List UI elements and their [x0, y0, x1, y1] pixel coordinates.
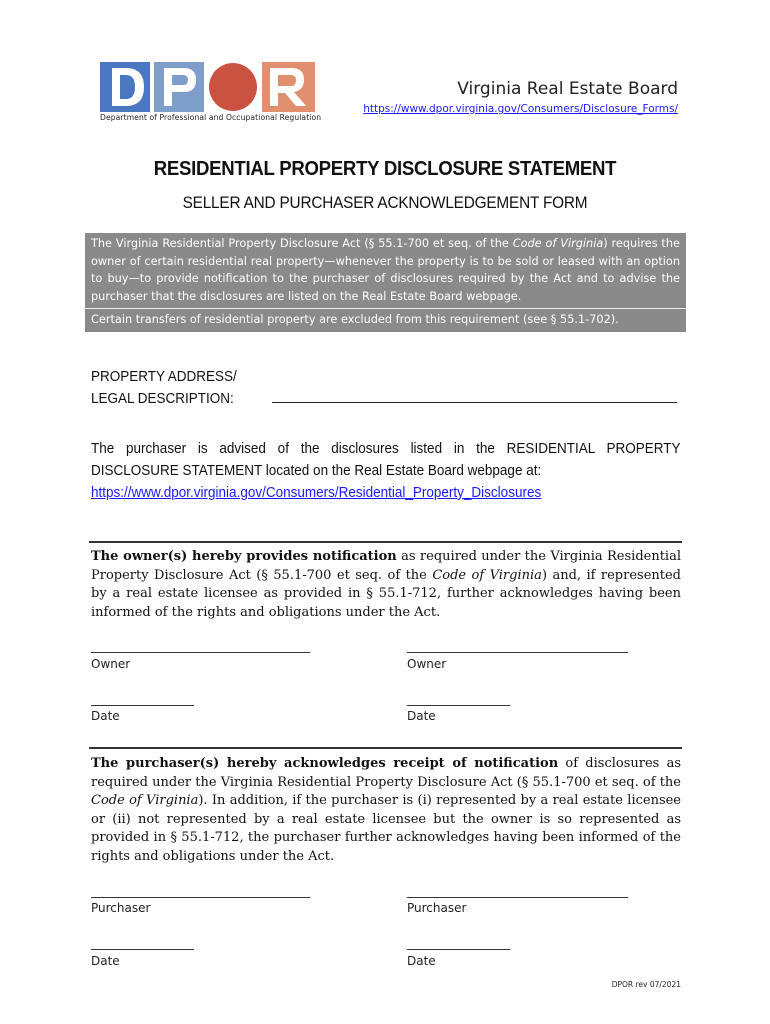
logo-subtitle: Department of Professional and Occupational Regulation	[100, 113, 322, 122]
owner-date-line-1[interactable]	[91, 705, 194, 706]
purchaser-acknowledgement-text	[91, 755, 681, 867]
purchaser-code-ref: Code of Virginia	[91, 793, 199, 809]
owner-date-label-1: Date	[91, 709, 120, 723]
owner-date-label-2: Date	[407, 709, 436, 723]
purchaser-signature-line-2[interactable]	[407, 897, 628, 898]
owner-date-line-2[interactable]	[407, 705, 510, 706]
section-divider	[89, 747, 682, 749]
property-address-label	[91, 366, 237, 410]
page-subtitle: SELLER AND PURCHASER ACKNOWLEDGEMENT FORM	[182, 194, 588, 212]
owner-label-2: Owner	[407, 657, 447, 671]
purchaser-label-1: Purchaser	[91, 901, 151, 915]
purchaser-date-label-2: Date	[407, 954, 436, 968]
disclosures-link[interactable]: https://www.dpor.virginia.gov/Consumers/Residential_Property_Disclosures	[91, 484, 542, 501]
page-title: RESIDENTIAL PROPERTY DISCLOSURE STATEMENT	[153, 158, 617, 180]
owner-label-1: Owner	[91, 657, 131, 671]
owner-text-part: as required under the Virginia Residential Property Disclosure Act (§ 55.1-700 et seq. of the	[91, 549, 681, 583]
property-address-field[interactable]	[272, 390, 677, 403]
notice-text: ) requires the owner of certain residential real property—whenever the property is to be sold or leased with an option to buy—to provide notification to the purchaser of disclosures required by the Act and to advise the purchaser that the disclosures are listed on the Real Estate Board webpage.	[91, 237, 680, 303]
dpor-logo	[100, 62, 322, 126]
section-divider	[89, 541, 682, 543]
notice-paragraph-2: Certain transfers of residential property are excluded from this requirement (see § 55.1-702).	[91, 313, 619, 326]
purchaser-signature-line-1[interactable]	[91, 897, 310, 898]
board-name: Virginia Real Estate Board	[457, 79, 678, 99]
dpor-logo-letters-icon	[100, 62, 315, 112]
advise-paragraph	[91, 438, 681, 504]
purchaser-text-part: ). In addition, if the purchaser is (i) represented by a real estate licensee or (ii) not represented by a real estate licensee but the owner is so represented as provided in § 55.1-712, the purchaser further acknowledges having been informed of the rights and obligations under the Act.	[91, 793, 682, 864]
board-url-link[interactable]: https://www.dpor.virginia.gov/Consumers/Disclosure_Forms/	[363, 103, 678, 115]
advise-text: The purchaser is advised of the disclosures listed in the RESIDENTIAL PROPERTY DISCLOSURE STATEMENT located on the Real Estate Board webpage at:	[91, 440, 681, 479]
purchaser-date-line-2[interactable]	[407, 949, 510, 950]
purchaser-label-2: Purchaser	[407, 901, 467, 915]
notice-code-ref: Code of Virginia	[512, 237, 604, 250]
purchaser-date-label-1: Date	[91, 954, 120, 968]
owner-bold-lead: The owner(s) hereby provides notification	[91, 549, 397, 564]
notice-box	[85, 233, 686, 332]
owner-code-ref: Code of Virginia	[432, 567, 542, 583]
property-label-line2: LEGAL DESCRIPTION:	[91, 390, 234, 407]
purchaser-text-part: of disclosures as required under the Virginia Residential Property Disclosure Act (§ 55.1-700 et seq. of the	[91, 756, 682, 790]
property-label-line1: PROPERTY ADDRESS/	[91, 368, 237, 385]
notice-paragraph-1	[85, 233, 686, 308]
owner-text-part: ) and, if represented by a real estate licensee as provided in § 55.1-712, further acknowledges having been informed of the rights and obligations under the Act.	[91, 567, 681, 620]
owner-signature-line-1[interactable]	[91, 652, 310, 653]
revision-label: DPOR rev 07/2021	[611, 980, 681, 989]
owner-signature-line-2[interactable]	[407, 652, 628, 653]
notice-text: The Virginia Residential Property Disclosure Act (§ 55.1-700 et seq. of the	[91, 237, 513, 250]
owner-acknowledgement-text	[91, 548, 681, 622]
purchaser-bold-lead: The purchaser(s) hereby acknowledges receipt of notification	[91, 756, 559, 771]
purchaser-date-line-1[interactable]	[91, 949, 194, 950]
